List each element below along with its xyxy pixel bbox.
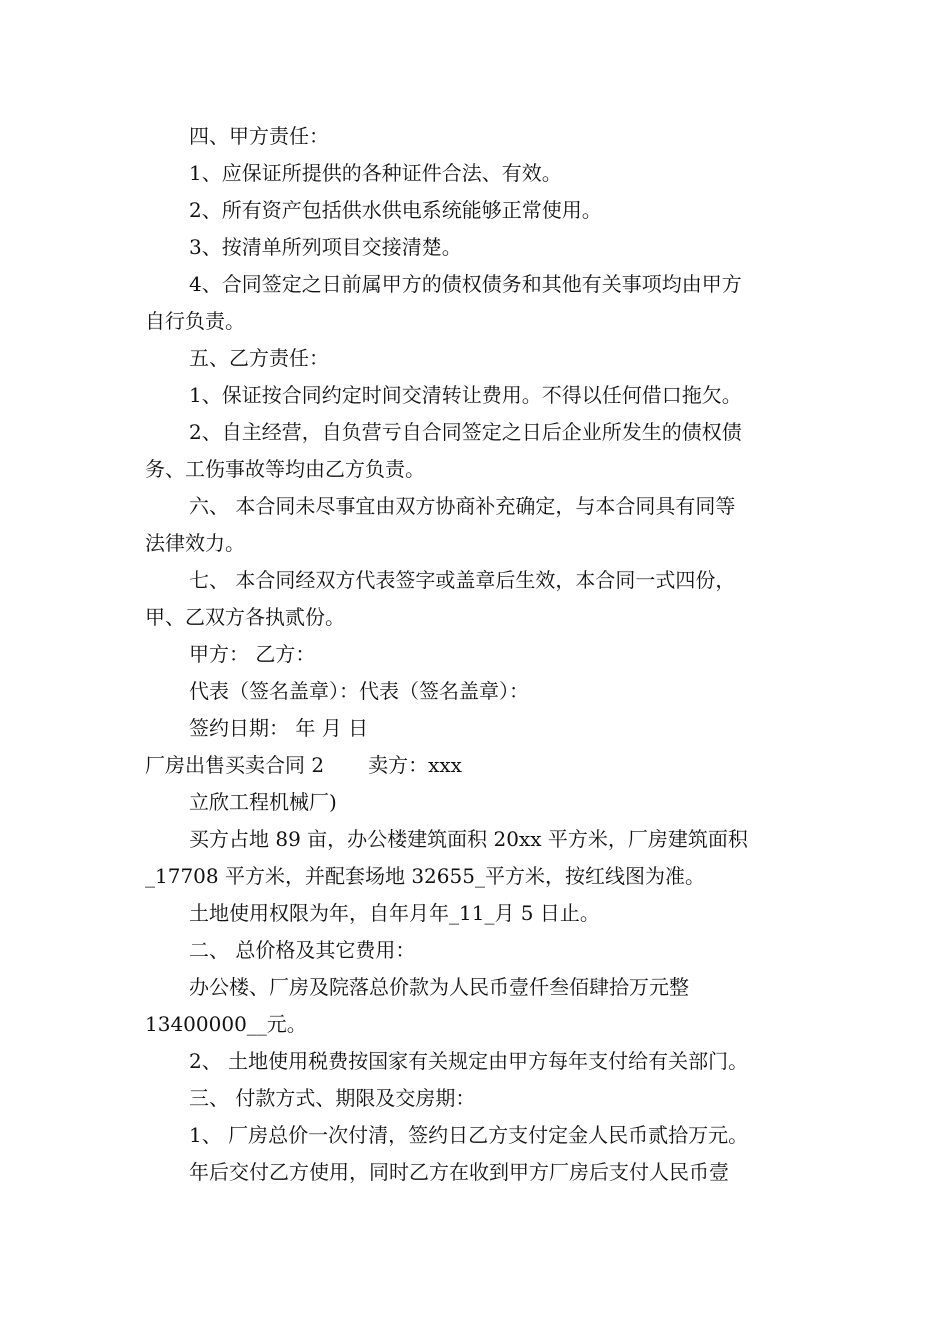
- paragraph-line: 务、工伤事故等均由乙方负责。: [145, 457, 425, 481]
- contract-title-row: [145, 747, 810, 784]
- paragraph-line: 办公楼、厂房及院落总价款为人民币壹仟叁佰肆拾万元整: [189, 975, 689, 999]
- paragraph-line: 2、所有资产包括供水供电系统能够正常使用。: [189, 198, 602, 222]
- paragraph-line: 1、保证按合同约定时间交清转让费用。不得以任何借口拖欠。: [189, 383, 742, 407]
- section-heading-party-a: 四、甲方责任：: [189, 124, 329, 148]
- paragraph-line: 3、按清单所列项目交接清楚。: [189, 235, 462, 259]
- document-body: [145, 118, 810, 1191]
- section-heading-payment: 三、 付款方式、期限及交房期：: [189, 1086, 476, 1110]
- signing-date: 签约日期： 年 月 日: [189, 716, 369, 740]
- paragraph-line: 七、 本合同经双方代表签字或盖章后生效，本合同一式四份，: [189, 568, 736, 592]
- paragraph-line: 13400000__元。: [145, 1012, 307, 1036]
- paragraph-line: 土地使用权限为年，自年月年_11_月 5 日止。: [189, 901, 600, 925]
- paragraph-line: 甲、乙双方各执贰份。: [145, 605, 345, 629]
- paragraph-line: 六、 本合同未尽事宜由双方协商补充确定，与本合同具有同等: [189, 494, 736, 518]
- paragraph-line: 4、合同签定之日前属甲方的债权债务和其他有关事项均由甲方: [189, 272, 742, 296]
- paragraph-line: _17708 平方米，并配套场地 32655_平方米，按红线图为准。: [145, 864, 705, 888]
- section-heading-party-b: 五、乙方责任：: [189, 346, 329, 370]
- signature-parties: 甲方： 乙方：: [189, 642, 316, 666]
- paragraph-line: 法律效力。: [145, 531, 245, 555]
- contract-title: 厂房出售买卖合同 2: [145, 753, 325, 777]
- paragraph-line: 1、 厂房总价一次付清，签约日乙方支付定金人民币贰拾万元。: [189, 1123, 749, 1147]
- paragraph-line: 1、应保证所提供的各种证件合法、有效。: [189, 161, 562, 185]
- seller-label: 卖方：xxx: [368, 753, 462, 777]
- paragraph-line: 年后交付乙方使用，同时乙方在收到甲方厂房后支付人民币壹: [189, 1160, 729, 1184]
- paragraph-line: 自行负责。: [145, 309, 245, 333]
- section-heading-price: 二、 总价格及其它费用：: [189, 938, 416, 962]
- paragraph-line: 2、自主经营，自负营亏自合同签定之日后企业所发生的债权债: [189, 420, 742, 444]
- signature-representatives: 代表（签名盖章）：代表（签名盖章）：: [189, 679, 529, 703]
- seller-name: 立欣工程机械厂): [189, 790, 337, 814]
- paragraph-line: 2、 土地使用税费按国家有关规定由甲方每年支付给有关部门。: [189, 1049, 749, 1073]
- paragraph-line: 买方占地 89 亩，办公楼建筑面积 20xx 平方米，厂房建筑面积: [189, 827, 748, 851]
